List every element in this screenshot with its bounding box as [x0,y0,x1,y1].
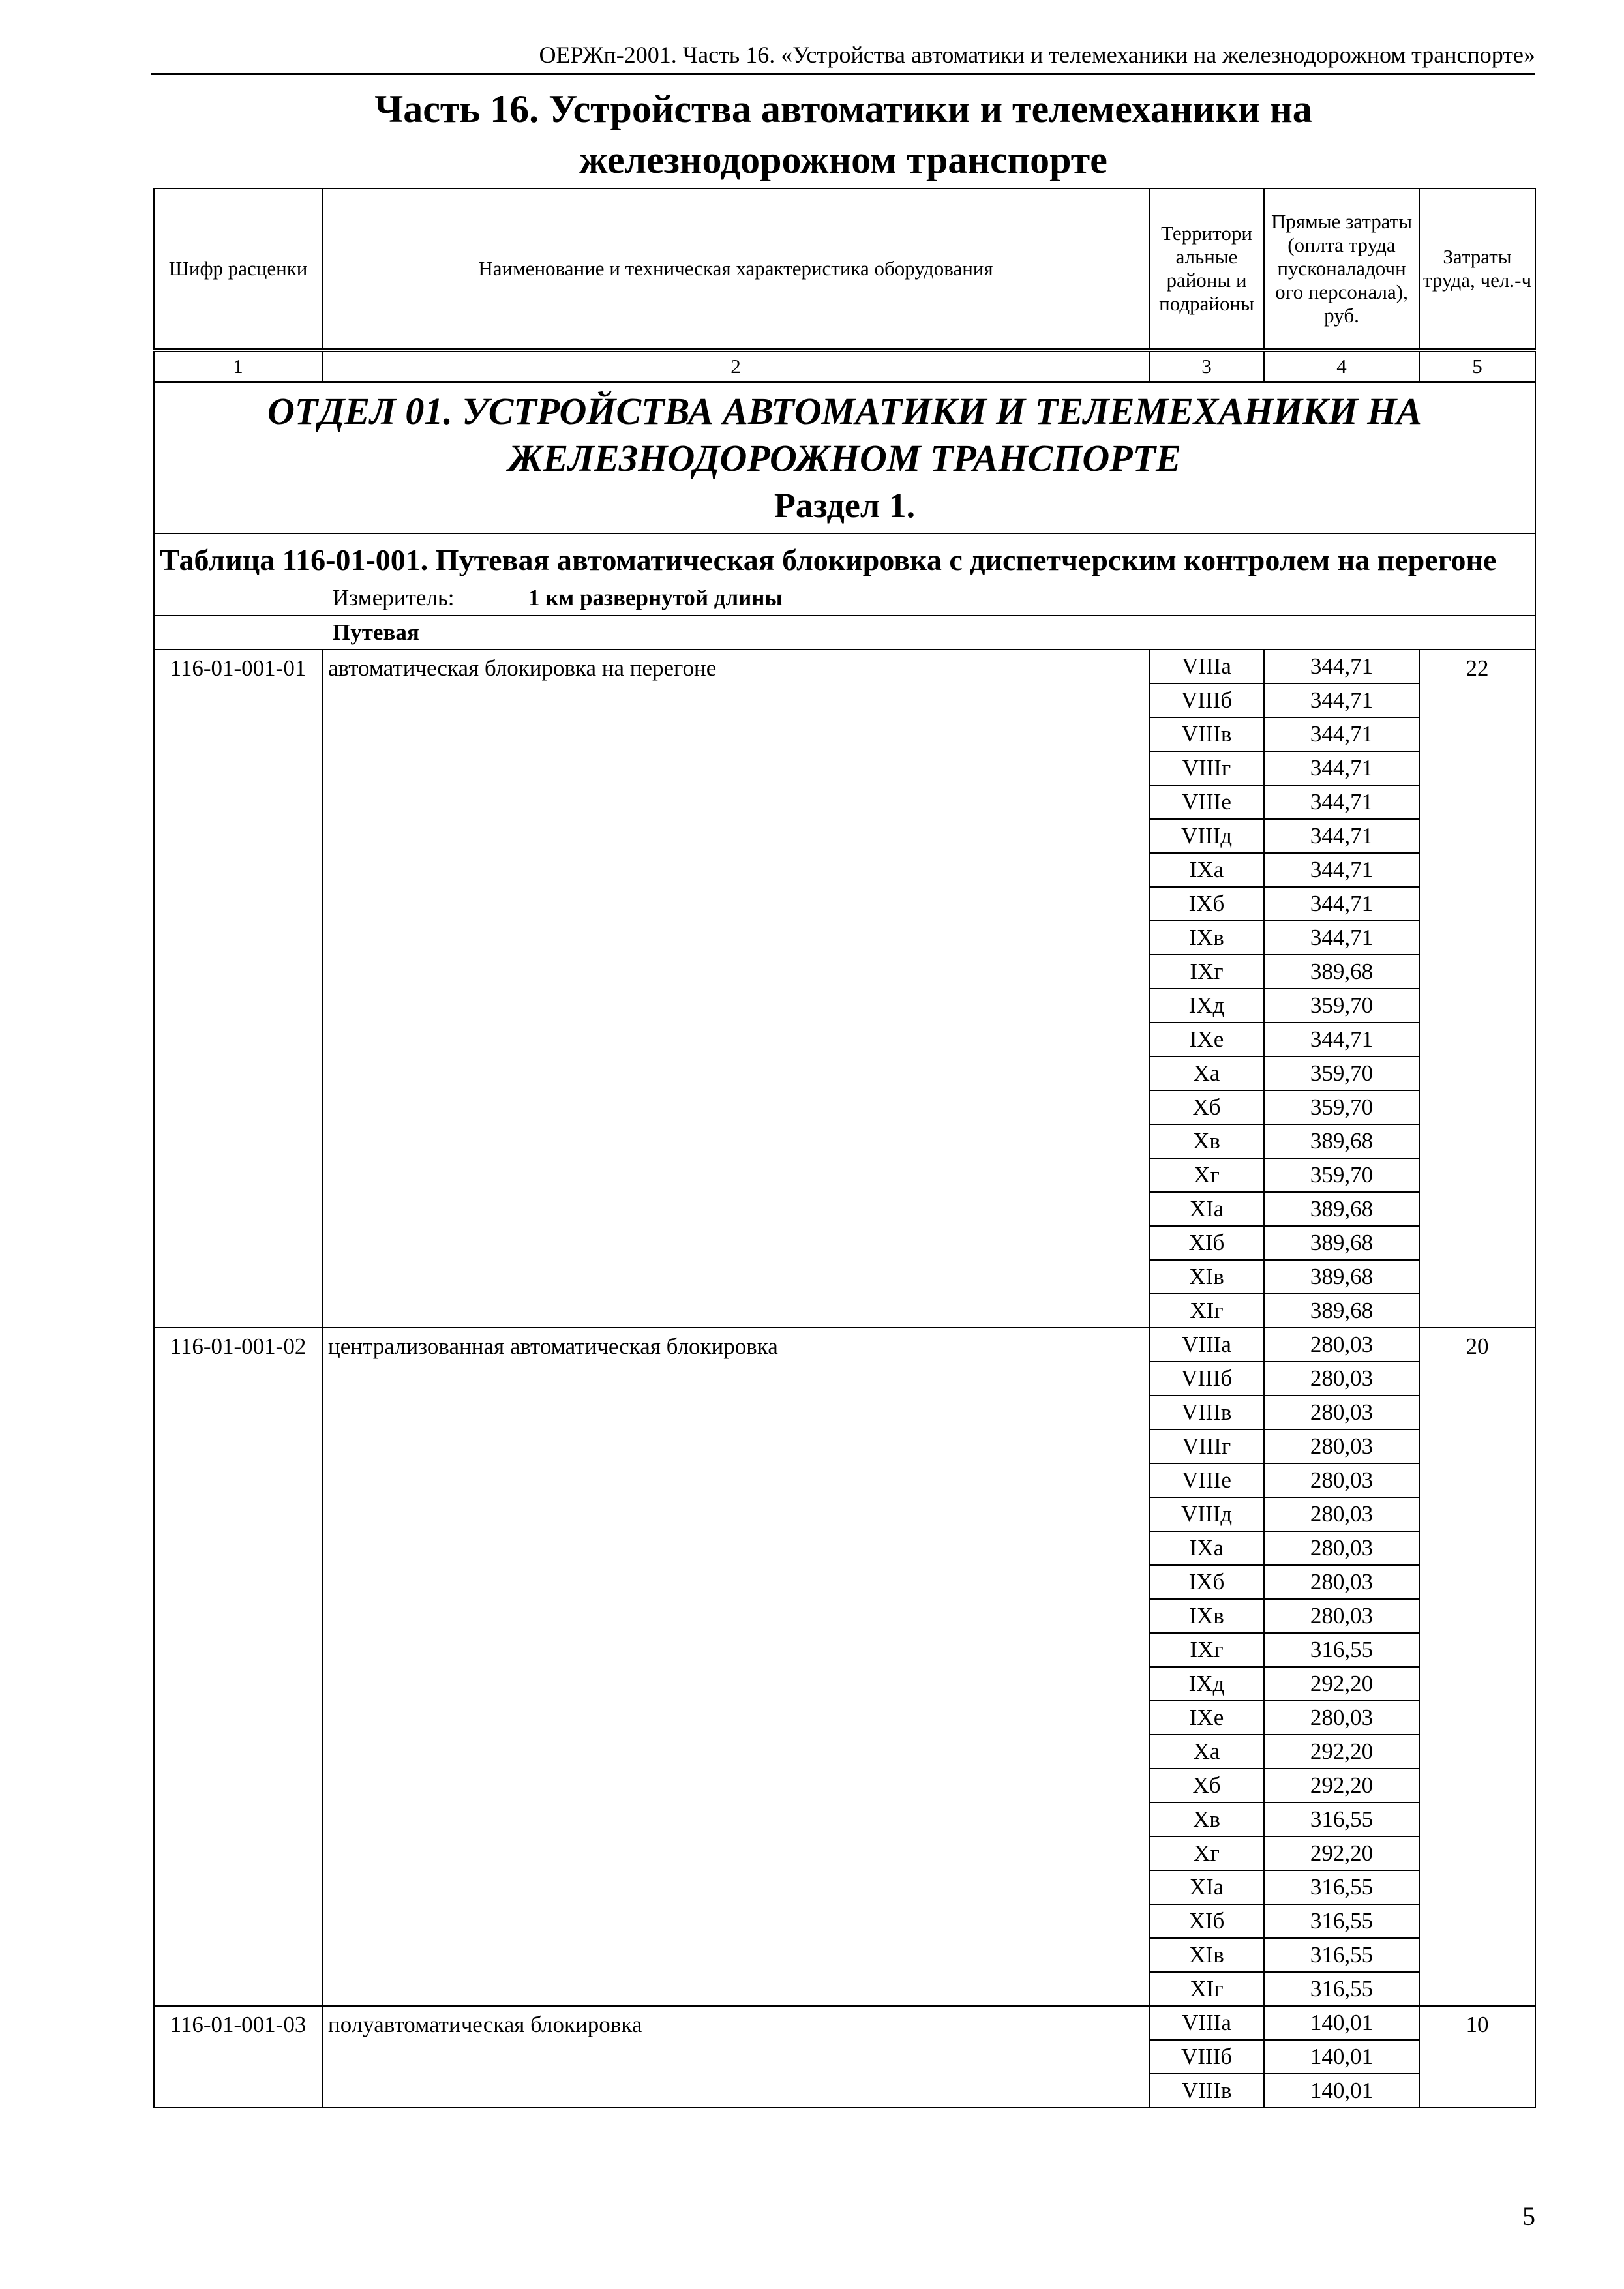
region-cell: IXд [1149,989,1264,1023]
column-number: 2 [322,352,1149,382]
cost-cell: 344,71 [1264,751,1419,785]
cost-cell: 344,71 [1264,650,1419,683]
measure-value: 1 км развернутой длины [528,585,783,610]
cost-cell: 292,20 [1264,1667,1419,1701]
region-cell: VIIIб [1149,683,1264,717]
cost-cell: 316,55 [1264,1904,1419,1938]
column-number: 4 [1264,352,1419,382]
cost-cell: 280,03 [1264,1328,1419,1362]
cost-cell: 344,71 [1264,683,1419,717]
cost-cell: 316,55 [1264,1938,1419,1972]
running-header: ОЕРЖп-2001. Часть 16. «Устройства автоматики и телемеханики на железнодорожном транспорте» [539,42,1535,68]
region-cell: XIг [1149,1294,1264,1328]
cost-cell: 140,01 [1264,2074,1419,2108]
rates-table [153,382,1536,2108]
region-cell: Xв [1149,1803,1264,1836]
rate-code: 116-01-001-01 [154,650,322,1328]
region-cell: IXв [1149,921,1264,955]
cost-cell: 389,68 [1264,1124,1419,1158]
cost-cell: 359,70 [1264,1158,1419,1192]
cost-cell: 292,20 [1264,1735,1419,1769]
cost-cell: 280,03 [1264,1429,1419,1463]
cost-cell: 316,55 [1264,1633,1419,1667]
column-number: 5 [1419,352,1535,382]
region-cell: VIIIа [1149,1328,1264,1362]
cost-cell: 344,71 [1264,921,1419,955]
cost-cell: 389,68 [1264,1260,1419,1294]
column-header-name: Наименование и техническая характеристика оборудования [322,188,1149,349]
column-header-table [153,188,1536,350]
cost-cell: 280,03 [1264,1396,1419,1429]
region-cell: VIIIг [1149,1429,1264,1463]
cost-cell: 344,71 [1264,1023,1419,1056]
rate-code: 116-01-001-02 [154,1328,322,2006]
region-cell: VIIIе [1149,785,1264,819]
column-header-region: Территори альные районы и подрайоны [1149,188,1264,349]
region-cell: Xа [1149,1735,1264,1769]
department-title-line-1: ОТДЕЛ 01. УСТРОЙСТВА АВТОМАТИКИ И ТЕЛЕМЕХАНИКИ НА [267,390,1422,432]
region-cell: VIIIа [1149,2006,1264,2040]
cost-cell: 316,55 [1264,1972,1419,2006]
region-cell: XIа [1149,1870,1264,1904]
table-row [154,650,1535,683]
section-title: Раздел 1. [774,486,916,525]
region-cell: XIа [1149,1192,1264,1226]
page-title-line-1: Часть 16. Устройства автоматики и телемеханики на [374,87,1312,130]
table-caption-block [154,533,1535,616]
page-number: 5 [1522,2202,1535,2231]
cost-cell: 280,03 [1264,1362,1419,1396]
department-title-line-2: ЖЕЛЕЗНОДОРОЖНОМ ТРАНСПОРТЕ [508,437,1181,479]
group-heading-label: Путевая [333,620,419,645]
table-row [154,2006,1535,2040]
region-cell: IXг [1149,1633,1264,1667]
cost-cell: 389,68 [1264,1294,1419,1328]
region-cell: Xб [1149,1090,1264,1124]
labor-cell: 10 [1419,2006,1535,2108]
region-cell: IXе [1149,1023,1264,1056]
region-cell: VIIIв [1149,717,1264,751]
group-heading [154,616,1535,650]
region-cell: XIб [1149,1226,1264,1260]
region-cell: IXа [1149,1531,1264,1565]
region-cell: VIIIб [1149,1362,1264,1396]
rate-name: автоматическая блокировка на перегоне [322,650,1149,1328]
cost-cell: 280,03 [1264,1565,1419,1599]
region-cell: VIIIг [1149,751,1264,785]
cost-cell: 389,68 [1264,955,1419,989]
table-row [154,1328,1535,1362]
cost-cell: 389,68 [1264,1226,1419,1260]
department-header [154,382,1535,533]
region-cell: IXд [1149,1667,1264,1701]
column-header-labor: Затраты труда, чел.-ч [1419,188,1535,349]
region-cell: Xг [1149,1158,1264,1192]
region-cell: IXб [1149,1565,1264,1599]
measure-label: Измеритель: [333,585,455,610]
rate-code: 116-01-001-03 [154,2006,322,2108]
column-number: 1 [154,352,322,382]
region-cell: VIIIд [1149,819,1264,853]
column-header-code: Шифр расценки [154,188,322,349]
labor-cell: 22 [1419,650,1535,1328]
region-cell: Xг [1149,1836,1264,1870]
labor-cell: 20 [1419,1328,1535,2006]
cost-cell: 280,03 [1264,1463,1419,1497]
rate-name: централизованная автоматическая блокировка [322,1328,1149,2006]
column-number: 3 [1149,352,1264,382]
measure-line [160,585,1529,611]
cost-cell: 292,20 [1264,1769,1419,1803]
cost-cell: 344,71 [1264,785,1419,819]
cost-cell: 292,20 [1264,1836,1419,1870]
region-cell: VIIIв [1149,1396,1264,1429]
region-cell: VIIIд [1149,1497,1264,1531]
region-cell: XIв [1149,1938,1264,1972]
region-cell: IXб [1149,887,1264,921]
region-cell: Xб [1149,1769,1264,1803]
table-caption: Таблица 116-01-001. Путевая автоматическая блокировка с диспетчерским контролем на перегоне [160,543,1497,576]
cost-cell: 344,71 [1264,853,1419,887]
column-number-table [153,351,1536,382]
cost-cell: 344,71 [1264,717,1419,751]
cost-cell: 280,03 [1264,1531,1419,1565]
cost-cell: 280,03 [1264,1599,1419,1633]
cost-cell: 359,70 [1264,1090,1419,1124]
region-cell: Xа [1149,1056,1264,1090]
cost-cell: 280,03 [1264,1497,1419,1531]
header-rule [151,73,1535,75]
region-cell: VIIIб [1149,2040,1264,2074]
region-cell: IXв [1149,1599,1264,1633]
region-cell: XIг [1149,1972,1264,2006]
region-cell: IXа [1149,853,1264,887]
cost-cell: 140,01 [1264,2006,1419,2040]
region-cell: VIIIа [1149,650,1264,683]
cost-cell: 389,68 [1264,1192,1419,1226]
cost-cell: 280,03 [1264,1701,1419,1735]
cost-cell: 316,55 [1264,1870,1419,1904]
cost-cell: 316,55 [1264,1803,1419,1836]
page-title [151,83,1535,185]
region-cell: VIIIе [1149,1463,1264,1497]
rate-name: полуавтоматическая блокировка [322,2006,1149,2108]
cost-cell: 140,01 [1264,2040,1419,2074]
region-cell: XIв [1149,1260,1264,1294]
cost-cell: 344,71 [1264,819,1419,853]
cost-cell: 359,70 [1264,989,1419,1023]
cost-cell: 344,71 [1264,887,1419,921]
region-cell: IXг [1149,955,1264,989]
cost-cell: 359,70 [1264,1056,1419,1090]
page-title-line-2: железнодорожном транспорте [579,138,1107,181]
region-cell: VIIIв [1149,2074,1264,2108]
column-header-cost: Прямые затраты (оплта труда пусконаладочн ого персонала), руб. [1264,188,1419,349]
region-cell: XIб [1149,1904,1264,1938]
region-cell: IXе [1149,1701,1264,1735]
region-cell: Xв [1149,1124,1264,1158]
